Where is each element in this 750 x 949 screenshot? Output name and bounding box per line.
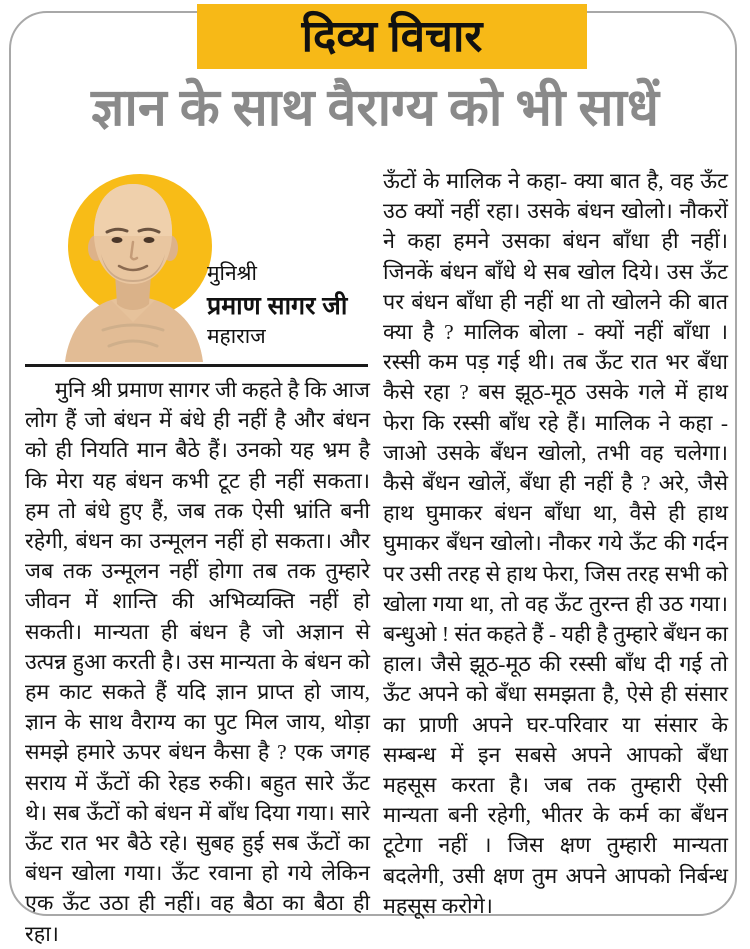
kicker-banner [197,4,587,69]
author-prefix: मुनिश्री [207,262,257,285]
left-column [25,158,370,949]
monk-portrait-illustration [43,162,223,362]
author-photo [43,162,223,362]
article-text-left: मुनि श्री प्रमाण सागर जी कहते है कि आज लोग हैं जो बंधन में बंधे ही नहीं है और बंधन को ही नियति मान बैठे हैं। उनको यह भ्रम है कि मेरा यह बंधन कभी टूट ही नहीं सकता। हम तो बंधे हुए हैं, जब तक ऐसी भ्रांति बनी रहेगी, बंधन का उन्मूलन नहीं हो सकता। और जब तक उन्मूलन नहीं होगा तब तक तुम्हारे जीवन में शान्ति की अभिव्यक्ति नहीं हो सकती। मान्यता ही बंधन है जो अज्ञान से उत्पन्न हुआ करती है। उस मान्यता के बंधन को हम काट सकते हैं यदि ज्ञान प्राप्त हो जाय, ज्ञान के साथ वैराग्य का पुट मिल जाय, थोड़ा समझे हमारे ऊपर बंधन कैसा है ? एक जगह सराय में ऊँटों की रेहड रुकी। बहुत सारे ऊँट थे। सब ऊँटों को बंधन में बाँध दिया गया। सारे ऊँट रात भर बैठे रहे। सुबह हुई सब ऊँटों का बंधन खोला गया। ऊँट रवाना हो गये लेकिन एक ऊँट उठा ही नहीं। वह बैठा का बैठा ही रहा। [25,378,370,946]
author-name: प्रमाण सागर जी [207,291,348,320]
headline: ज्ञान के साथ वैराग्य को भी साधें [91,80,659,137]
kicker-text: दिव्य विचार [301,11,483,61]
author-caption [207,260,347,352]
separator-rule [25,364,368,367]
article-text-right: ऊँटों के मालिक ने कहा- क्या बात है, वह ऊँट उठ क्यों नहीं रहा। उसके बंधन खोलो। नौकरों ने कहा हमने उसका बंधन बाँधा ही नहीं। जिनकें बंधन बाँधे थे सब खोल दिये। उस ऊँट पर बंधन बाँधा ही नहीं था तो खोलने की बात क्या है ? मालिक बोला - क्यों नहीं बाँधा । रस्सी कम पड़ गई थी। तब ऊँट रात भर बँधा कैसे रहा ? बस झूठ-मूठ उसके गले में हाथ फेरा कि रस्सी बाँध रहे हैं। मालिक ने कहा - जाओ उसके बँधन खोलो, तभी वह चलेगा। कैसे बँधन खोलें, बँधा ही नहीं है ? अरे, जैसे हाथ घुमाकर बंधन बाँधा था, वैसे ही हाथ घुमाकर बँधन खोलो। नौकर गये ऊँट की गर्दन पर उसी तरह से हाथ फेरा, जिस तरह सभी को खोला गया था, तो वह ऊँट तुरन्त ही उठ गया। बन्धुओ ! संत कहते हैं - यही है तुम्हारे बँधन का हाल। जैसे झूठ-मूठ की रस्सी बाँध दी गई तो ऊँट अपने को बँधा समझता है, ऐसे ही संसार का प्राणी अपने घर-परिवार या संसार के सम्बन्ध में इन सबसे अपने आपको बँधा महसूस करता है। जब तक तुम्हारी ऐसी मान्यता बनी रहेगी, भीतर के कर्म का बँधन टूटेगा नहीं । जिस क्षण तुम्हारी मान्यता बदलेगी, उसी क्षण तुम अपने आपको निर्बन्ध महसूस करोगे। [383,169,728,918]
right-column [383,158,728,921]
author-suffix: महाराज [207,325,266,349]
author-block [25,158,370,364]
